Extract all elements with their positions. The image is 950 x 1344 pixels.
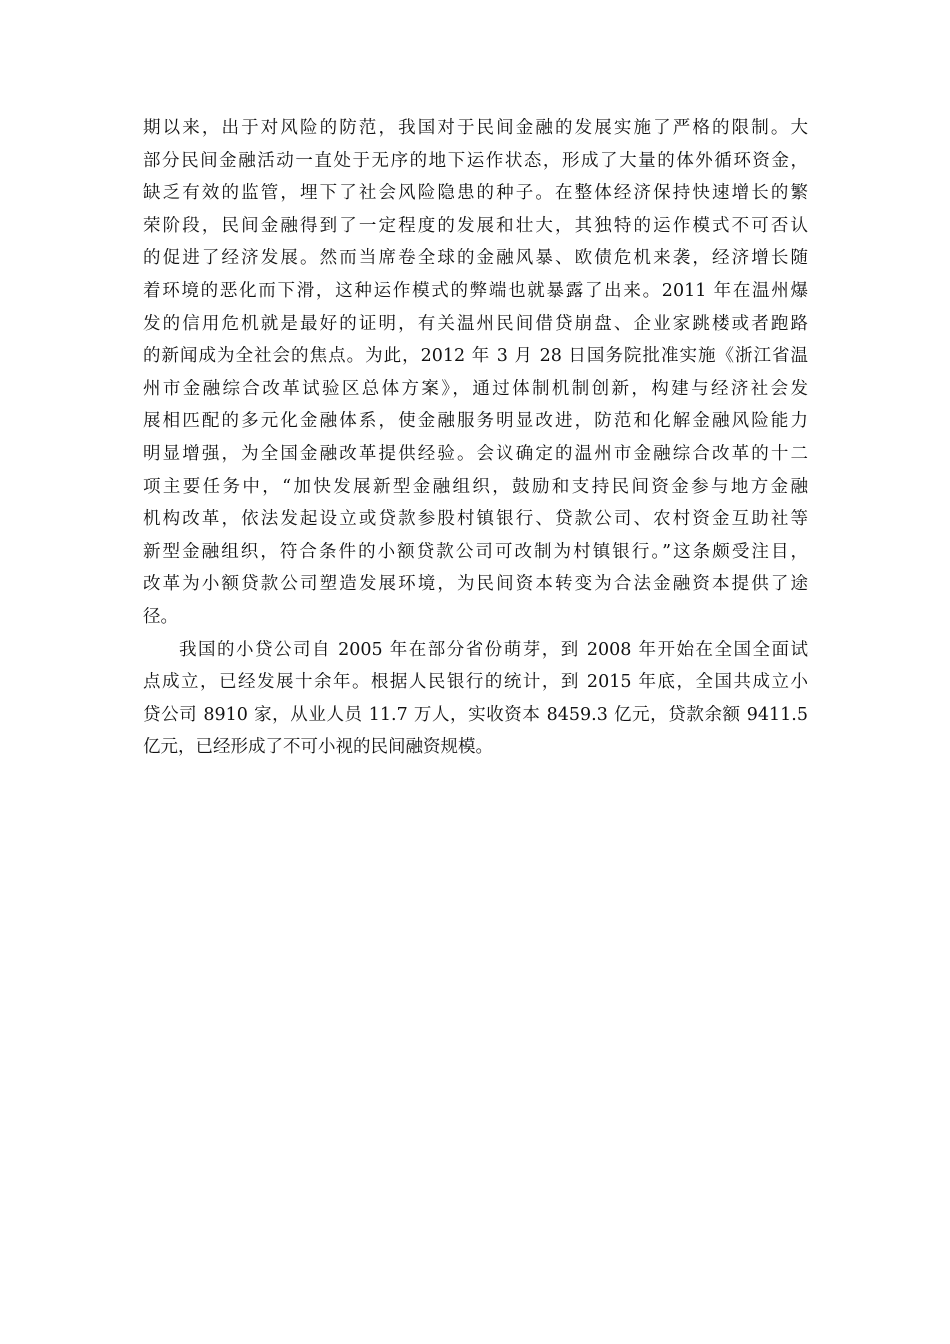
text-line: 期以来，出于对风险的防范，我国对于民间金融的发展实施了严格的限制。大 [143, 118, 808, 138]
paragraph-1 [143, 112, 808, 634]
text-line: 我国的小贷公司自 2005 年在部分省份萌芽，到 2008 年开始在全国全面试 [179, 639, 808, 660]
text-line: 展相匹配的多元化金融体系，使金融服务明显改进，防范和化解金融风险能力 [143, 411, 808, 432]
text-line: 州市金融综合改革试验区总体方案》，通过体制机制创新，构建与经济社会发 [143, 378, 808, 399]
text-line: 部分民间金融活动一直处于无序的地下运作状态，形成了大量的体外循环资金， [143, 150, 808, 171]
text-line: 缺乏有效的监管，埋下了社会风险隐患的种子。在整体经济保持快速增长的繁 [143, 183, 808, 204]
text-line: 荣阶段，民间金融得到了一定程度的发展和壮大，其独特的运作模式不可否认 [143, 215, 808, 236]
text-line: 机构改革，依法发起设立或贷款参股村镇银行、贷款公司、农村资金互助社等 [143, 509, 808, 530]
text-line: 发的信用危机就是最好的证明，有关温州民间借贷崩盘、企业家跳楼或者跑路 [143, 313, 808, 334]
text-line: 贷公司 8910 家，从业人员 11.7 万人，实收资本 8459.3 亿元，贷款余额 9411.5 [143, 704, 808, 725]
paragraph-2 [143, 634, 808, 764]
text-line: 的新闻成为全社会的焦点。为此，2012 年 3 月 28 日国务院批准实施《浙江省温 [143, 346, 808, 367]
document-body [143, 112, 808, 764]
text-line: 亿元，已经形成了不可小视的民间融资规模。 [143, 737, 493, 758]
text-line: 的促进了经济发展。然而当席卷全球的金融风暴、欧债危机来袭，经济增长随 [143, 248, 808, 269]
text-line: 项主要任务中，“加快发展新型金融组织，鼓励和支持民间资金参与地方金融 [143, 476, 808, 497]
text-line: 明显增强，为全国金融改革提供经验。会议确定的温州市金融综合改革的十二 [143, 443, 808, 464]
text-line: 径。 [143, 606, 178, 627]
text-line: 新型金融组织，符合条件的小额贷款公司可改制为村镇银行。”这条颇受注目， [143, 541, 808, 562]
text-line: 着环境的恶化而下滑，这种运作模式的弊端也就暴露了出来。2011 年在温州爆 [143, 280, 808, 301]
text-line: 改革为小额贷款公司塑造发展环境，为民间资本转变为合法金融资本提供了途 [143, 574, 808, 595]
text-line: 点成立，已经发展十余年。根据人民银行的统计，到 2015 年底，全国共成立小 [143, 672, 808, 693]
